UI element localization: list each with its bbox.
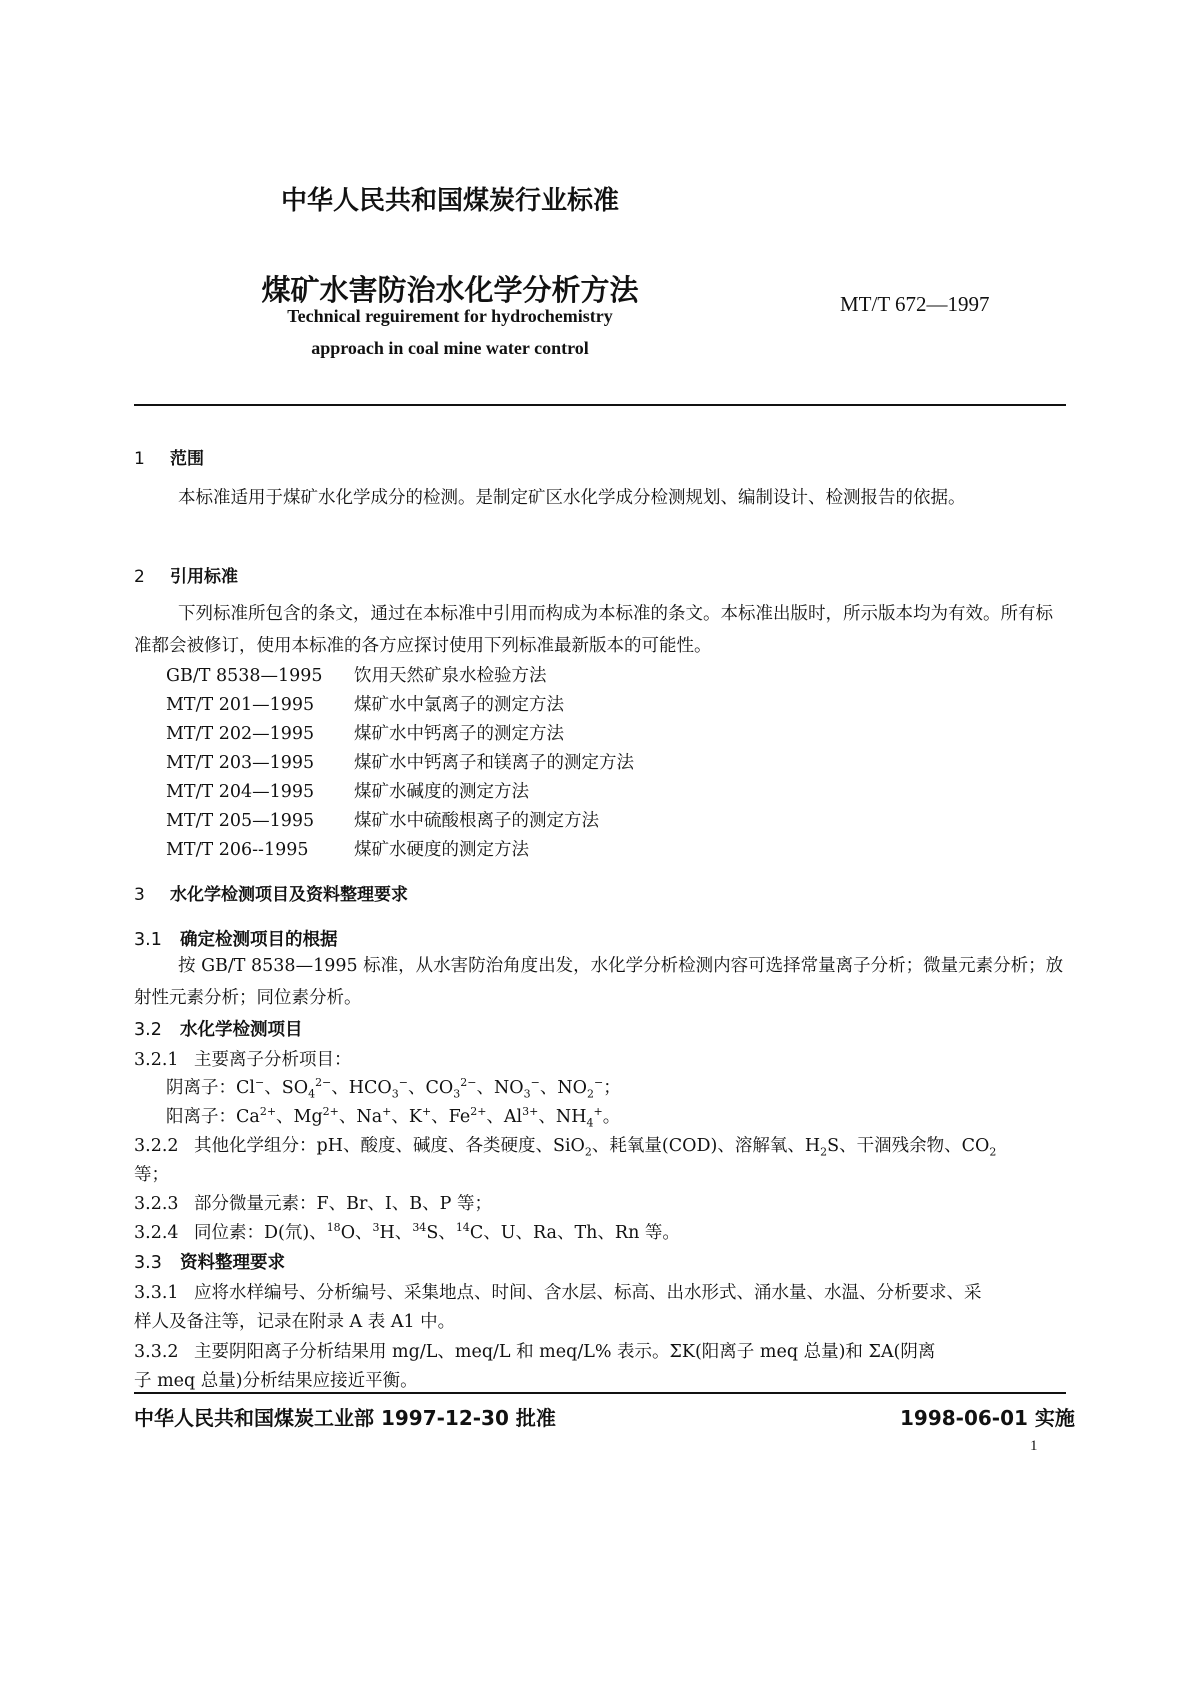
reference-name: 煤矿水中硫酸根离子的测定方法 (354, 811, 599, 831)
effective-date: 1998-06-01 实施 (900, 1406, 1075, 1430)
header-divider (134, 404, 1066, 406)
item-3-3-2: 3.3.2 主要阴阳离子分析结果用 mg/L、meq/L 和 meq/L% 表示。ΣK(阳离子 meq 总量)和 ΣA(阴离 (134, 1342, 936, 1362)
item-number: 3.2.2 (134, 1136, 179, 1156)
reference-code: MT/T 204—1995 (166, 782, 315, 802)
section-number: 1 (134, 449, 145, 469)
reference-item (166, 720, 564, 745)
section-number: 2 (134, 567, 145, 587)
item-3-2-2: 3.2.2 其他化学组分：pH、酸度、碱度、各类硬度、SiO$_2$、耗氧量(COD)、溶解氧、$H_2S$、干涸残余物、$CO_2$ (134, 1136, 997, 1159)
reference-name: 煤矿水硬度的测定方法 (354, 840, 529, 860)
item-3-2-2-continued: 等； (134, 1165, 169, 1185)
item-text: 应将水样编号、分析编号、采集地点、时间、含水层、标高、出水形式、涌水量、水温、分析要求、采 (194, 1283, 982, 1303)
reference-name: 煤矿水中钙离子的测定方法 (354, 724, 564, 744)
reference-item (166, 749, 634, 774)
item-text: 部分微量元素：F、Br、I、B、P 等； (194, 1194, 492, 1214)
page-number: 1 (1030, 1438, 1038, 1454)
item-number: 3.3.1 (134, 1283, 179, 1303)
approval-statement: 中华人民共和国煤炭工业部 1997-12-30 批准 (134, 1406, 556, 1430)
english-title-line-1: Technical reguirement for hydrochemistry (287, 306, 613, 326)
item-number: 3.3.2 (134, 1342, 179, 1362)
subsection-number: 3.3 (134, 1253, 162, 1273)
reference-item (166, 662, 547, 687)
reference-name: 饮用天然矿泉水检验方法 (354, 666, 547, 686)
document-title: 煤矿水害防治水化学分析方法 (261, 273, 639, 307)
subsection-title: 确定检测项目的根据 (180, 930, 338, 950)
item-3-2-3 (134, 1190, 492, 1215)
reference-item (166, 691, 564, 716)
item-number: 3.2.3 (134, 1194, 179, 1214)
section-3-heading (134, 880, 408, 905)
section-title: 范围 (170, 449, 204, 469)
cations-label: 阳离子： (166, 1107, 236, 1127)
reference-code: MT/T 203—1995 (166, 753, 315, 773)
section-2-heading (134, 562, 238, 587)
reference-item (166, 807, 599, 832)
section-number: 3 (134, 885, 145, 905)
item-3-2-1 (134, 1046, 352, 1071)
footer-divider (134, 1392, 1066, 1394)
subsection-number: 3.1 (134, 930, 162, 950)
reference-code: MT/T 202—1995 (166, 724, 315, 744)
section-title: 水化学检测项目及资料整理要求 (170, 885, 408, 905)
section-2-paragraph: 下列标准所包含的条文，通过在本标准中引用而构成为本标准的条文。本标准出版时，所示版本均为有效。所有标准都会被修订，使用本标准的各方应探讨使用下列标准最新版本的可能性。 (134, 604, 1053, 656)
subsection-3-1-paragraph: 按 GB/T 8538—1995 标准，从水害防治角度出发，水化学分析检测内容可选择常量离子分析；微量元素分析；放射性元素分析；同位素分析。 (134, 956, 1064, 1008)
section-1-paragraph: 本标准适用于煤矿水化学成分的检测。是制定矿区水化学成分检测规划、编制设计、检测报告的依据。 (178, 488, 966, 508)
item-3-3-1-continued: 样人及备注等，记录在附录 A 表 A1 中。 (134, 1312, 456, 1332)
reference-name: 煤矿水中钙离子和镁离子的测定方法 (354, 753, 634, 773)
section-1-heading (134, 444, 204, 469)
english-title-line-2: approach in coal mine water control (311, 338, 589, 358)
subsection-title: 资料整理要求 (180, 1253, 285, 1273)
subsection-3-3-heading (134, 1249, 285, 1274)
subsection-3-2-heading (134, 1016, 303, 1041)
reference-name: 煤矿水碱度的测定方法 (354, 782, 529, 802)
reference-name: 煤矿水中氯离子的测定方法 (354, 695, 564, 715)
anions-label: 阴离子： (166, 1078, 236, 1098)
reference-item (166, 836, 529, 861)
item-number: 3.2.4 (134, 1223, 179, 1243)
reference-code: GB/T 8538—1995 (166, 666, 323, 686)
item-3-3-2-continued: 子 meq 总量)分析结果应接近平衡。 (134, 1371, 418, 1391)
industry-standard-heading: 中华人民共和国煤炭行业标准 (280, 186, 619, 216)
reference-item (166, 778, 529, 803)
cations-line: 阳离子：$Ca^{2+}$、$Mg^{2+}$、Na+、K+、$Fe^{2+}$、$Al^{3+}$、$NH_4^+$。 (166, 1105, 621, 1130)
section-title: 引用标准 (170, 567, 238, 587)
item-3-2-4: 3.2.4 同位素：D(氘)、$^{18}$O、$^3$H、$^{34}$S、$^{14}$C、U、Ra、Th、Rn 等。 (134, 1221, 680, 1243)
reference-code: MT/T 205—1995 (166, 811, 315, 831)
subsection-3-1-heading (134, 926, 338, 951)
item-text: 主要离子分析项目： (194, 1050, 352, 1070)
subsection-title: 水化学检测项目 (180, 1020, 303, 1040)
reference-code: MT/T 201—1995 (166, 695, 315, 715)
standard-code: MT/T 672—1997 (840, 292, 990, 316)
subsection-number: 3.2 (134, 1020, 162, 1040)
item-3-3-1 (134, 1279, 982, 1304)
reference-code: MT/T 206--1995 (166, 840, 309, 860)
anions-line: 阴离子：Cl−、$SO_4^{2-}$、$HCO_3^-$、$CO_3^{2-}$、$NO_3^-$、$NO_2^-$； (166, 1076, 621, 1101)
item-number: 3.2.1 (134, 1050, 179, 1070)
